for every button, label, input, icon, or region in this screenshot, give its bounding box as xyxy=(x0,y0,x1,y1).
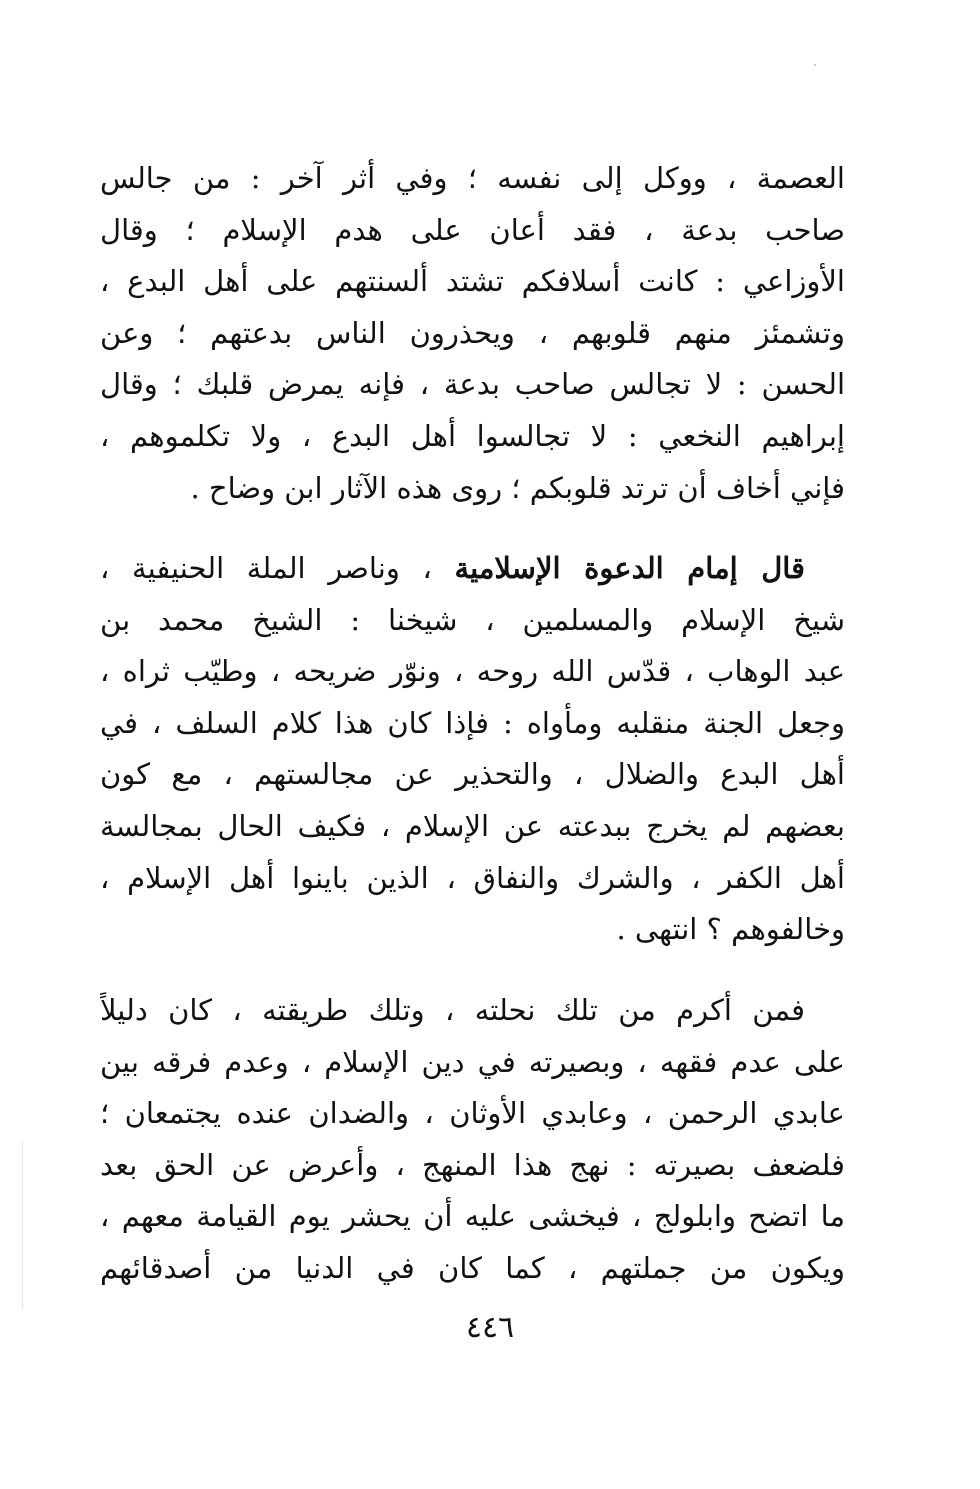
page-number: ٤٤٦ xyxy=(465,1310,515,1345)
text-line: ويكون من جملتهم ، كما كان في الدنيا من أصدقائهم xyxy=(100,1250,845,1285)
text-line: عابدي الرحمن ، وعابدي الأوثان ، والضدان عنده يجتمعان ؛ xyxy=(100,1096,845,1131)
margin-shadow xyxy=(22,1140,23,1310)
text-line: شيخ الإسلام والمسلمين ، شيخنا : الشيخ محمد بن xyxy=(100,602,845,637)
text-line: الأوزاعي : كانت أسلافكم تشتد ألسنتهم على أهل البدع ، xyxy=(100,264,845,299)
text-line: فإني أخاف أن ترتد قلوبكم ؛ روى هذه الآثار ابن وضاح . xyxy=(190,470,845,505)
paragraph-3 xyxy=(100,985,845,1295)
text-line: فمن أكرم من تلك نحلته ، وتلك طريقته ، كان دليلاً xyxy=(100,993,805,1027)
paragraph-1 xyxy=(100,153,845,514)
speck-mark xyxy=(814,64,816,66)
text-line: العصمة ، ووكل إلى نفسه ؛ وفي أثر آخر : من جالس xyxy=(100,161,845,195)
text-line: إبراهيم النخعي : لا تجالسوا أهل البدع ، ولا تكلموهم ، xyxy=(100,418,845,453)
text-line: أهل الكفر ، والشرك والنفاق ، الذين باينوا أهل الإسلام ، xyxy=(100,860,845,895)
text-line: فلضعف بصيرته : نهج هذا المنهج ، وأعرض عن الحق بعد xyxy=(100,1147,845,1182)
text-line: أهل البدع والضلال ، والتحذير عن مجالستهم ، مع كون xyxy=(100,757,845,792)
text-line: صاحب بدعة ، فقد أعان على هدم الإسلام ؛ وقال xyxy=(100,212,845,247)
paragraph-2 xyxy=(100,543,845,956)
text-line: عبد الوهاب ، قدّس الله روحه ، ونوّر ضريحه ، وطيّب ثراه ، xyxy=(100,654,845,689)
first-line-rest: ، وناصر الملة الحنيفية ، xyxy=(100,551,432,585)
text-line: ما اتضح وابلولج ، فيخشى عليه أن يحشر يوم القيامة معهم ، xyxy=(100,1199,845,1234)
text-line: الحسن : لا تجالس صاحب بدعة ، فإنه يمرض قلبك ؛ وقال xyxy=(100,367,845,402)
text-line: وخالفوهم ؟ انتهى . xyxy=(616,912,845,947)
text-line: على عدم فقهه ، وبصيرته في دين الإسلام ، وعدم فرقه بين xyxy=(100,1044,845,1079)
text-line: وتشمئز منهم قلوبهم ، ويحذرون الناس بدعتهم ؛ وعن xyxy=(100,315,845,350)
text-line: وجعل الجنة منقلبه ومأواه : فإذا كان هذا كلام السلف ، في xyxy=(100,705,845,740)
text-line: بعضهم لم يخرج ببدعته عن الإسلام ، فكيف الحال بمجالسة xyxy=(100,808,845,843)
bold-heading-phrase: قال إمام الدعوة الإسلامية xyxy=(454,551,805,585)
text-line-first xyxy=(100,543,845,595)
